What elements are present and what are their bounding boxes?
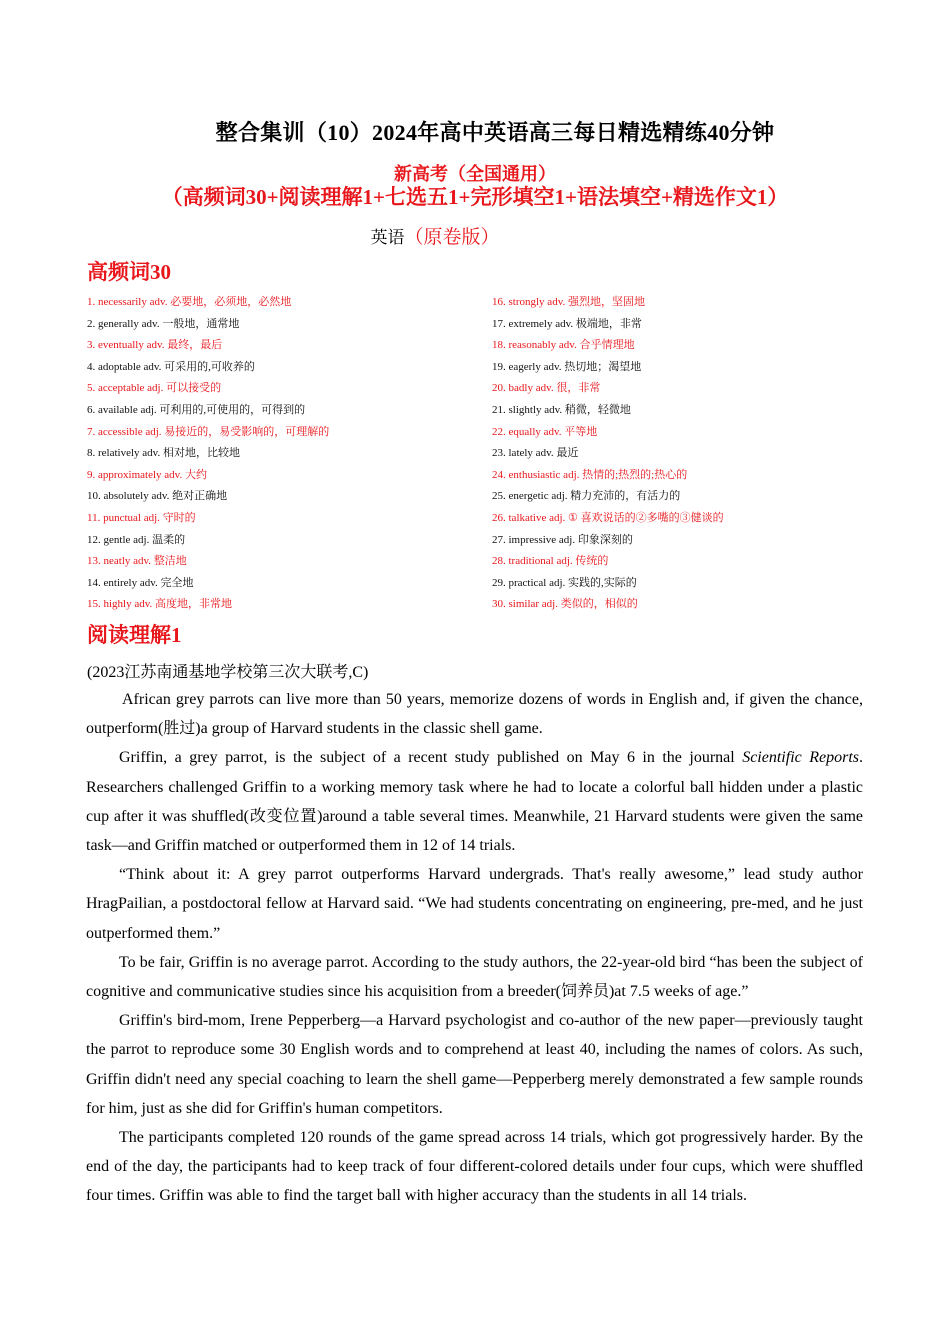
subtitle-contents: （高频词30+阅读理解1+七选五1+完形填空1+语法填空+精选作文1） [161,185,789,209]
vocab-item: 25. energetic adj. 精力充沛的，有活力的 [492,490,681,503]
vocab-item: 18. reasonably adv. 合乎情理地 [492,339,635,352]
vocab-item: 17. extremely adv. 极端地，非常 [492,317,642,330]
vocab-item: 22. equally adv. 平等地 [492,425,598,438]
passage-paragraph-2 [86,743,863,860]
vocab-left-column [87,292,487,616]
passage-paragraph-3: “Think about it: A grey parrot outperforms Harvard undergrads. That's really awesome,” lead study author HragPailian, a postdoctoral fellow at Harvard said. “We had students concentrating on engineering, pre-med, and he just outperformed them.” [86,866,863,942]
vocab-item: 11. punctual adj. 守时的 [87,511,196,524]
vocab-item: 15. highly adv. 高度地，非常地 [87,598,233,611]
vocab-item: 14. entirely adv. 完全地 [87,576,194,589]
vocab-item: 3. eventually adv. 最终，最后 [87,339,223,352]
subtitle-exam-type: 新高考（全国通用） [394,164,556,184]
vocab-item: 30. similar adj. 类似的，相似的 [492,598,638,611]
vocab-right-column [492,292,892,616]
journal-name: Scientific Reports [742,749,859,767]
vocab-item: 16. strongly adv. 强烈地，坚固地 [492,296,645,308]
vocab-item: 13. neatly adv. 整洁地 [87,555,187,568]
document-title: 整合集训（10）2024年高中英语高三每日精选精练40分钟 [215,120,775,145]
vocab-item: 19. eagerly adv. 热切地；渴望地 [492,360,642,373]
vocab-item: 5. acceptable adj. 可以接受的 [87,382,222,395]
passage-paragraph-5: Griffin's bird-mom, Irene Pepperberg—a Harvard psychologist and co-author of the new paper—previously taught the parrot to reproduce some 30 English words and to comprehend at least 40, including the names of colors. As such, Griffin didn't need any special coaching to learn the shell game—Pepperberg merely demonstrated a few sample rounds for him, just as she did for Griffin's human competitors. [86,1012,863,1117]
edition-label: 英语 [370,228,405,247]
reading-heading: 阅读理解1 [87,623,182,647]
paragraph-2-text-end: . Researchers challenged Griffin to a working memory task where he had to locate a colorful ball hidden under a plastic cup after it was shuffled(改变位置)around a table several times. Meanwhile, 21 Harvard students were given the same task—and Griffin matched or outperformed them in 12 of 14 trials. [86,749,863,855]
vocab-item: 29. practical adj. 实践的,实际的 [492,576,637,589]
vocab-item: 1. necessarily adv. 必要地，必须地，必然地 [87,296,292,308]
vocab-item: 20. badly adv. 很，非常 [492,382,601,395]
vocab-item: 26. talkative adj. ① 喜欢说话的②多嘴的③健谈的 [492,511,724,524]
passage-paragraph-4: To be fair, Griffin is no average parrot. According to the study authors, the 22-year-old bird “has been the subject of cognitive and communicative studies since his acquisition from a breeder(饲养员)at 7.5 weeks of age.” [86,953,863,1001]
edition-line [0,222,870,249]
edition-tag: （原卷版） [404,227,500,248]
vocab-item: 10. absolutely adv. 绝对正确地 [87,490,228,503]
vocab-item: 12. gentle adj. 温柔的 [87,533,186,546]
vocab-item: 24. enthusiastic adj. 热情的;热烈的;热心的 [492,468,688,481]
vocab-item: 6. available adj. 可利用的,可使用的，可得到的 [87,403,306,416]
vocab-item: 8. relatively adv. 相对地，比较地 [87,447,240,460]
vocab-item: 9. approximately adv. 大约 [87,468,207,481]
passage-source: (2023江苏南通基地学校第三次大联考,C) [87,664,369,681]
vocab-item: 21. slightly adv. 稍微，轻微地 [492,403,631,416]
vocab-item: 28. traditional adj. 传统的 [492,555,609,568]
vocab-item: 7. accessible adj. 易接近的，易受影响的，可理解的 [87,425,330,438]
reading-passage [86,685,863,1211]
passage-paragraph-1: African grey parrots can live more than 50 years, memorize dozens of words in English and, if given the chance, outperform(胜过)a group of Harvard students in the classic shell game. [86,691,863,738]
vocab-heading: 高频词30 [87,260,171,284]
vocab-item: 4. adoptable adv. 可采用的,可收养的 [87,360,255,373]
vocab-item: 2. generally adv. 一般地，通常地 [87,317,240,330]
vocab-item: 27. impressive adj. 印象深刻的 [492,533,633,546]
passage-paragraph-6: The participants completed 120 rounds of the game spread across 14 trials, which got progressively harder. By the end of the day, the participants had to keep track of four different-colored details under four cups, which were shuffled four times. Griffin was able to find the target ball with higher accuracy than the students in all 14 trials. [86,1129,863,1205]
paragraph-2-text-start: Griffin, a grey parrot, is the subject of a recent study published on May 6 in the journal [119,749,743,767]
vocab-item: 23. lately adv. 最近 [492,447,579,460]
